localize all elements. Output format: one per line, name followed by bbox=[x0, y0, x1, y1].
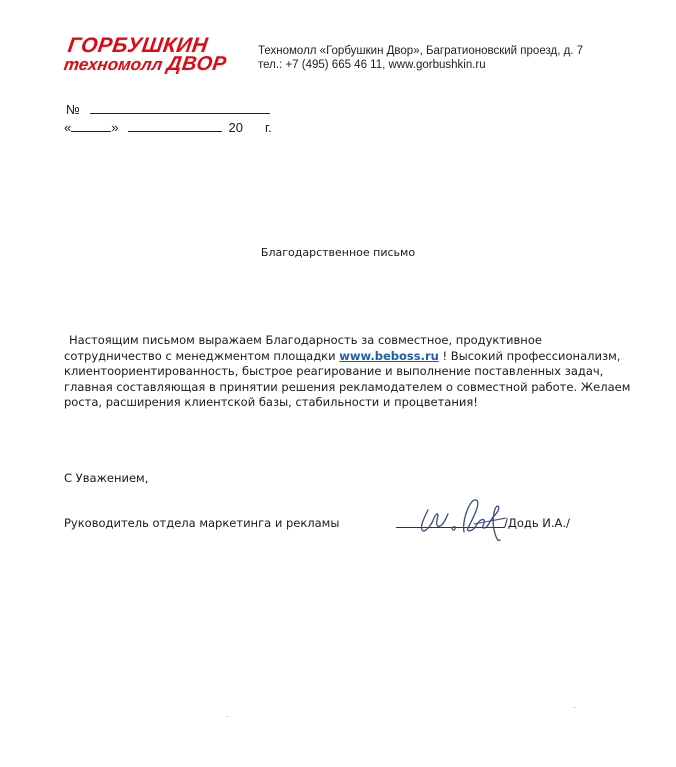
year-prefix: 20 bbox=[228, 120, 243, 135]
number-label: № bbox=[66, 102, 80, 117]
company-address: Техномолл «Горбушкин Двор», Багратионовский проезд, д. 7 bbox=[258, 45, 584, 57]
signer-name: /Додь И.А./ bbox=[504, 516, 570, 530]
handwritten-signature bbox=[414, 490, 518, 546]
logo-line2 bbox=[62, 53, 228, 76]
scan-speck bbox=[227, 716, 228, 717]
month-blank-line bbox=[128, 119, 222, 132]
company-contacts: тел.: +7 (495) 665 46 11, www.gorbushkin.ru bbox=[258, 59, 486, 71]
logo-line2-big: ДВОР bbox=[165, 53, 228, 75]
signer-position: Руководитель отдела маркетинга и рекламы bbox=[64, 516, 340, 530]
scan-speck bbox=[574, 707, 575, 708]
body-text-start: Настоящим письмом выражаем Благодарность за совместное, продуктивное сотрудничество с менеджментом площадки bbox=[64, 333, 542, 363]
letter-title: Благодарственное письмо bbox=[260, 246, 416, 259]
beboss-link[interactable]: www.beboss.ru bbox=[339, 348, 439, 363]
number-blank-line bbox=[90, 100, 270, 114]
gorbushkin-logo bbox=[64, 34, 234, 74]
body-text-end: ! Высокий профессионализм, клиентоориентированность, быстрое реагирование и выполнение поставленных задач, главная составляющая в принятии решения рекламодателем о совместной работе. Желаем роста, расширения клиентской базы, стабильности и процветания! bbox=[64, 348, 631, 409]
logo-line2-small: техномолл bbox=[62, 55, 164, 74]
logo-line1: ГОРБУШКИН bbox=[66, 34, 210, 57]
quote-open: « bbox=[64, 120, 72, 135]
regards-line: С Уважением, bbox=[64, 471, 149, 485]
document-number-field bbox=[66, 100, 270, 117]
quote-close: » bbox=[111, 120, 119, 135]
day-blank-line bbox=[71, 119, 111, 132]
document-date-field bbox=[64, 119, 272, 135]
letter-body bbox=[64, 333, 634, 411]
company-info bbox=[258, 44, 583, 72]
year-suffix: г. bbox=[264, 120, 272, 135]
